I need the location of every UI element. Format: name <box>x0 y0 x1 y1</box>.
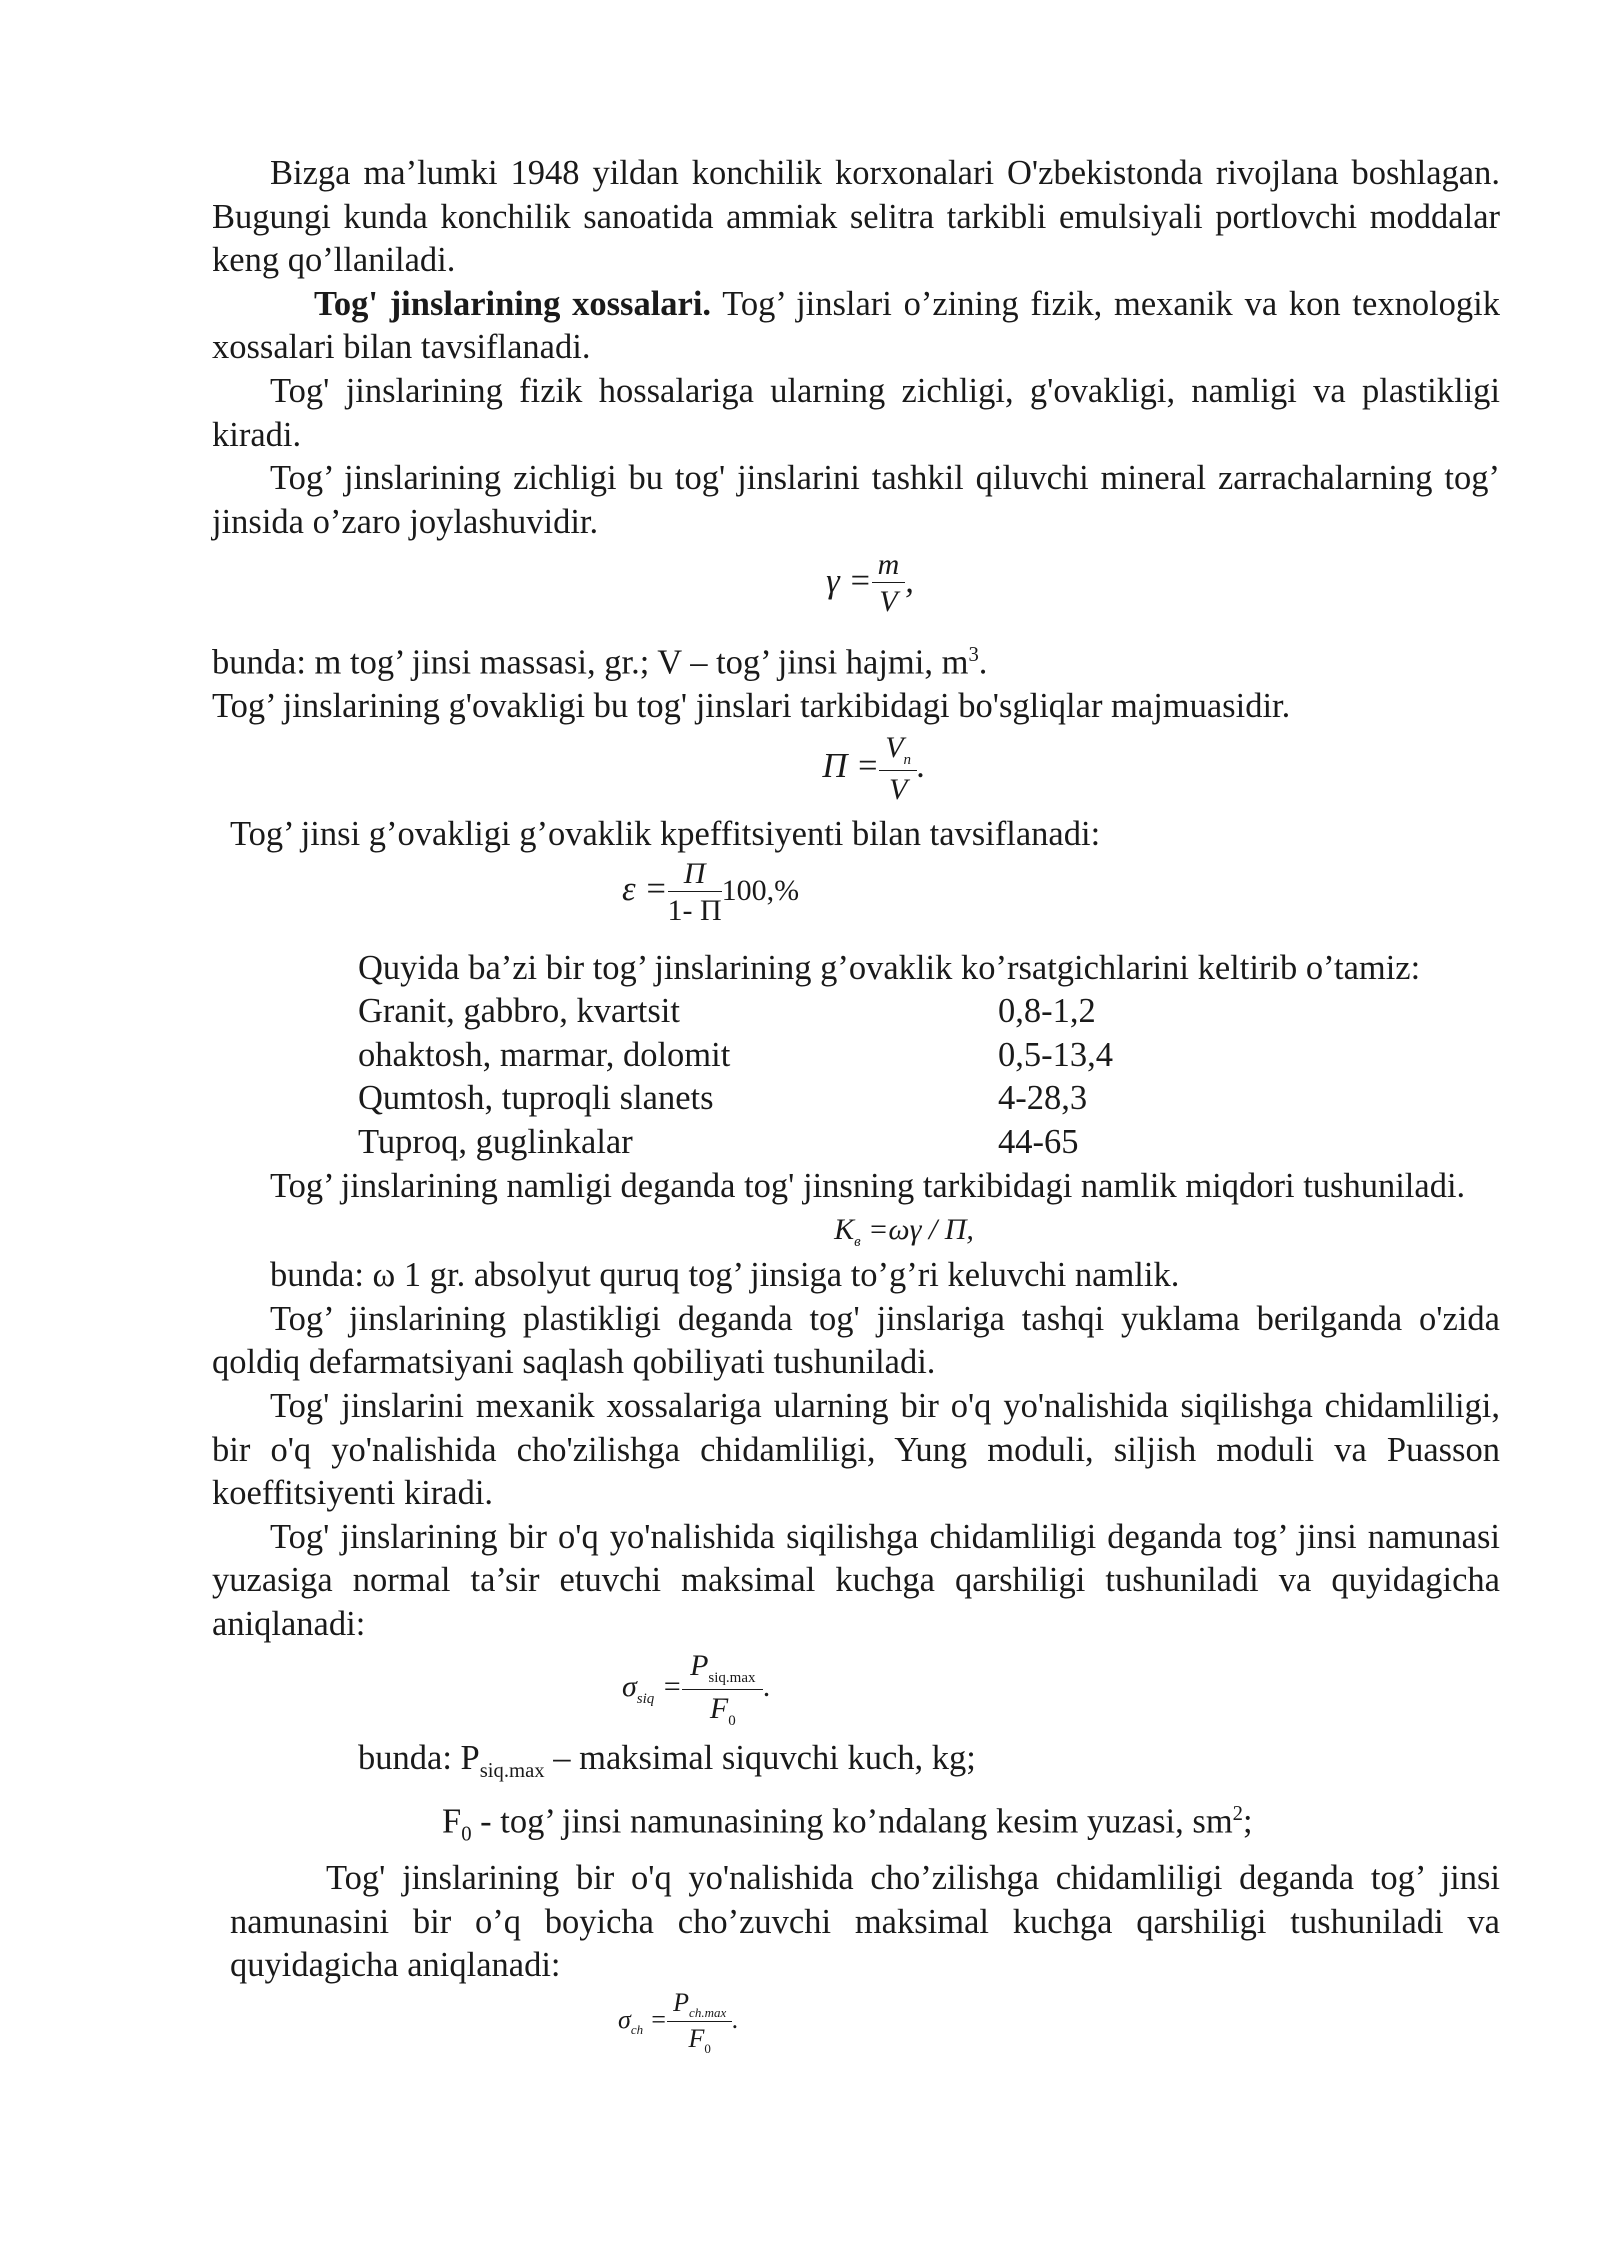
porosity-table <box>358 990 1500 1164</box>
paragraph-moisture: Tog’ jinslarining namligi deganda tog' jinsning tarkibidagi namlik miqdori tushuniladi. <box>270 1166 1466 1205</box>
paragraph-density-legend <box>212 634 1500 685</box>
legend-sup: 2 <box>1232 1803 1243 1826</box>
formula-tail: 100,% <box>721 874 800 908</box>
paragraph-coef: Tog’ jinsi g’ovakligi g’ovaklik kpeffitsiyenti bilan tavsiflanadi: <box>230 815 1101 854</box>
legend-end: ; <box>1243 1802 1253 1841</box>
formula-numerator: P <box>673 1987 690 2017</box>
paragraph-mechanical: Tog' jinslarini mexanik xossalariga ularning bir o'q yo'nalishida siqilishga chidamliligi, bir o'q yo'nalishida cho'zilishga chidamliligi, Yung moduli, siljish moduli va Puasson koeffitsiyenti kiradi. <box>212 1386 1500 1513</box>
paragraph-compression-legend-1 <box>212 1737 1500 1793</box>
legend-text: bunda: m tog’ jinsi massasi, gr.; V – tog’ jinsi hajmi, m <box>212 643 969 682</box>
paragraph-properties-text: Tog’ jinslari o’zining fizik, mexanik va kon texnologik xossalari bilan tavsiflanadi. <box>212 284 1500 367</box>
formula-coef <box>212 857 1500 947</box>
document-page <box>212 152 1500 2072</box>
formula-denominator-sub: 0 <box>704 2041 711 2057</box>
rock-value: 44-65 <box>998 1123 1079 1161</box>
formula-denominator-sub: 0 <box>728 1712 736 1729</box>
rock-value: 0,5-13,4 <box>998 1035 1113 1074</box>
formula-tail: . <box>732 2005 739 2035</box>
formula-rhs: =ωγ / Π, <box>860 1213 974 1247</box>
formula-tail: . <box>917 746 926 785</box>
formula-denominator: V <box>879 585 898 619</box>
formula-tail: . <box>763 1670 771 1704</box>
paragraph-physical: Tog' jinslarining fizik hossalariga ularning zichligi, g'ovakligi, namligi va plastikligi kiradi. <box>212 371 1500 454</box>
formula-lhs: σ <box>618 2005 631 2035</box>
paragraph-plasticity: Tog’ jinslarining plastikligi deganda tog' jinslariga tashqi yuklama berilganda o'zida qoldiq defarmatsiyani saqlash qobiliyati tushuniladi. <box>212 1299 1500 1382</box>
rock-name: ohaktosh, marmar, dolomit <box>358 1035 731 1074</box>
formula-lhs: ε = <box>622 870 668 909</box>
formula-numerator-sub: п <box>903 752 912 769</box>
formula-numerator: Π <box>668 859 722 892</box>
paragraph-moisture-legend: bunda: ω 1 gr. absolyut quruq tog’ jinsiga to’g’ri keluvchi namlik. <box>270 1256 1180 1295</box>
formula-denominator: 1- Π <box>667 893 722 927</box>
formula-eq: = <box>654 1670 683 1704</box>
formula-lhs: K <box>834 1213 855 1247</box>
formula-denominator: F <box>688 2023 705 2053</box>
formula-denominator: V <box>888 773 908 807</box>
table-row <box>358 990 1500 1034</box>
legend-sup: 3 <box>968 644 979 667</box>
rock-value: 4-28,3 <box>998 1079 1088 1118</box>
formula-numerator: V <box>885 731 904 765</box>
formula-lhs: γ = <box>826 561 872 600</box>
formula-numerator-sub: siq.max <box>708 1669 756 1686</box>
paragraph-porosity: Tog’ jinslarining g'ovakligi bu tog' jinslari tarkibidagi bo'sgliqlar majmuasidir. <box>212 687 1291 726</box>
formula-lhs-sub: в <box>854 1234 861 1251</box>
formula-denominator: F <box>709 1691 729 1725</box>
paragraph-compression-legend-2 <box>212 1793 1500 1857</box>
formula-compression <box>212 1647 1500 1737</box>
rock-name: Qumtosh, tuproqli slanets <box>358 1079 714 1118</box>
table-row <box>358 1034 1500 1078</box>
paragraph-properties <box>212 283 1500 370</box>
section-heading: Tog' jinslarining xossalari. <box>314 284 712 323</box>
rock-name: Granit, gabbro, kvartsit <box>358 992 680 1031</box>
formula-tension <box>212 1988 1500 2072</box>
legend-text: bunda: P <box>358 1738 480 1777</box>
paragraph-intro: Bizga ma’lumki 1948 yildan konchilik korxonalari O'zbekistonda rivojlana boshlagan. Bugungi kunda konchilik sanoatida ammiak selitra tarkibli emulsiyali portlovchi moddalar keng qo’llaniladi. <box>212 154 1500 280</box>
legend-text: F <box>442 1802 462 1841</box>
formula-lhs-sub: ch <box>630 2022 644 2038</box>
paragraph-list-intro: Quyida ba’zi bir tog’ jinslarining g’ovaklik ko’rsatgichlarini keltirib o’tamiz: <box>358 948 1421 987</box>
formula-numerator: m <box>872 550 906 583</box>
paragraph-tension: Tog' jinslarining bir o'q yo'nalishida cho’zilishga chidamliligi deganda tog’ jinsi namunasini bir o’q boyicha cho’zuvchi maksimal kuchga qarshiligi tushuniladi va quyidagicha aniqlanadi: <box>230 1859 1500 1985</box>
rock-name: Tuproq, guglinkalar <box>358 1123 633 1161</box>
formula-density <box>212 544 1500 634</box>
formula-moisture <box>212 1208 1500 1254</box>
formula-lhs: σ <box>622 1670 637 1704</box>
formula-lhs-sub: siq <box>636 1691 655 1708</box>
formula-porosity <box>212 729 1500 813</box>
legend-sub: 0 <box>461 1823 472 1846</box>
formula-eq: = <box>643 2005 668 2035</box>
formula-numerator: P <box>690 1648 709 1682</box>
table-row <box>358 1077 1500 1121</box>
formula-numerator-sub: ch.max <box>689 2004 727 2020</box>
legend-sub: siq.max <box>479 1759 545 1782</box>
legend-mid: - tog’ jinsi namunasining ko’ndalang kesim yuzasi, sm <box>471 1802 1233 1841</box>
rock-value: 0,8-1,2 <box>998 992 1096 1031</box>
paragraph-density: Tog’ jinslarining zichligi bu tog' jinslarini tashkil qiluvchi mineral zarrachalarning tog’ jinsida o’zaro joylashuvidir. <box>212 459 1500 541</box>
formula-lhs: Π = <box>822 746 880 785</box>
legend-end: . <box>978 643 988 682</box>
formula-tail: , <box>905 561 914 600</box>
table-row <box>358 1121 1500 1165</box>
legend-end: – maksimal siquvchi kuch, kg; <box>544 1738 976 1777</box>
paragraph-compression: Tog' jinslarining bir o'q yo'nalishida siqilishga chidamliligi deganda tog’ jinsi namunasi yuzasiga normal ta’sir etuvchi maksimal kuchga qarshiligi tushuniladi va quyidagicha aniqlanadi: <box>212 1517 1500 1643</box>
